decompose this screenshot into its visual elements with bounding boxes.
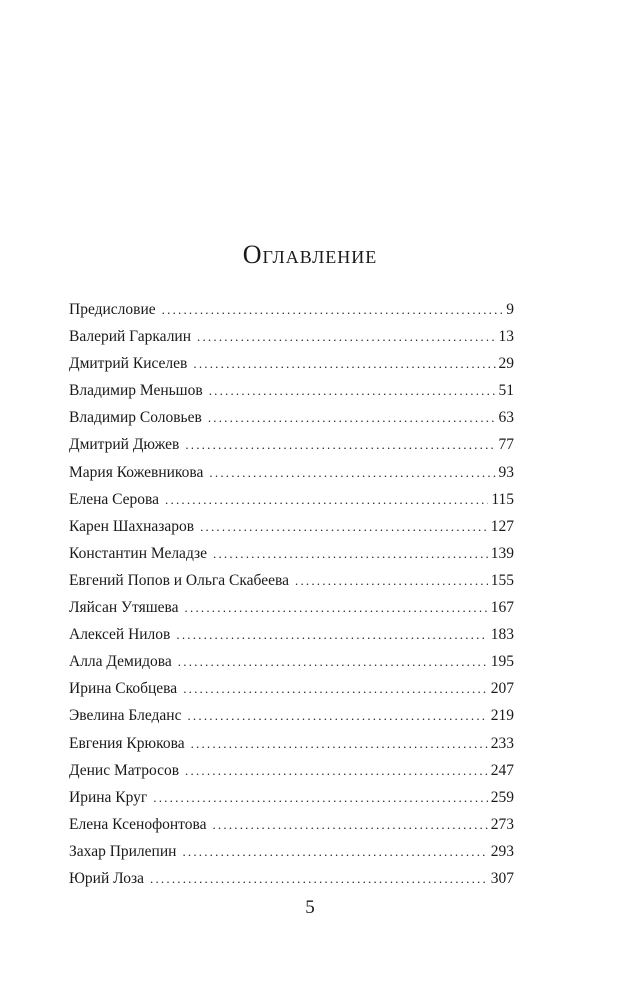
page-number: 5	[305, 897, 315, 918]
toc-entry-page: 247	[490, 761, 514, 779]
toc-entry-page: 307	[490, 869, 514, 887]
toc-entry-page: 29	[498, 355, 514, 373]
toc-entry-page: 63	[498, 409, 514, 427]
toc-entry	[69, 702, 514, 729]
toc-entry-name: Захар Прилепин	[69, 842, 177, 860]
toc-dot-leader	[165, 486, 488, 513]
toc-entry	[69, 431, 514, 458]
toc-entry	[69, 323, 514, 350]
toc-entry	[69, 784, 514, 811]
toc-entry-name: Ирина Круг	[69, 788, 148, 806]
toc-dot-leader	[185, 594, 488, 621]
toc-entry	[69, 865, 514, 892]
toc-entry-page: 127	[490, 517, 514, 535]
toc-dot-leader	[191, 730, 488, 757]
toc-entry-page: 207	[490, 680, 514, 698]
toc-entry	[69, 486, 514, 513]
toc-entry-page: 115	[491, 490, 514, 508]
toc-entry	[69, 730, 514, 757]
toc-entry	[69, 296, 514, 323]
toc-entry-name: Алексей Нилов	[69, 626, 171, 644]
toc-dot-leader	[209, 377, 496, 404]
toc-dot-leader	[176, 621, 487, 648]
toc-dot-leader	[153, 784, 487, 811]
toc-entry	[69, 377, 514, 404]
toc-entry	[69, 621, 514, 648]
toc-dot-leader	[208, 404, 496, 431]
toc-dot-leader	[182, 838, 487, 865]
toc-dot-leader	[178, 648, 488, 675]
toc-entry-name: Константин Меладзе	[69, 544, 208, 562]
toc-entry-name: Дмитрий Дюжев	[69, 436, 180, 454]
toc-entry-name: Дмитрий Киселев	[69, 355, 188, 373]
toc-entry-name: Ирина Скобцева	[69, 680, 178, 698]
toc-entry-page: 51	[498, 382, 514, 400]
toc-entry-name: Евгения Крюкова	[69, 734, 185, 752]
toc-dot-leader	[209, 459, 495, 486]
toc-entry-name: Эвелина Бледанс	[69, 707, 182, 725]
toc-entry	[69, 404, 514, 431]
toc-dot-leader	[150, 865, 488, 892]
toc-entry	[69, 594, 514, 621]
toc-dot-leader	[183, 675, 488, 702]
toc-entry-page: 273	[490, 815, 514, 833]
toc-entry	[69, 648, 514, 675]
toc-entry-page: 9	[506, 301, 514, 318]
toc-entry-page: 219	[490, 707, 514, 725]
toc-dot-leader	[187, 702, 487, 729]
toc-entry-name: Владимир Соловьев	[69, 409, 202, 427]
toc-dot-leader	[212, 811, 487, 838]
toc-dot-leader	[197, 323, 495, 350]
toc-entry-name: Владимир Меньшов	[69, 382, 203, 400]
toc-entry-page: 155	[490, 571, 514, 589]
toc-entry-page: 233	[490, 734, 514, 752]
toc-entry-page: 13	[498, 328, 514, 346]
toc-dot-leader	[295, 567, 488, 594]
toc-entry-page: 195	[490, 653, 514, 671]
toc-entry-page: 183	[490, 626, 514, 644]
toc-dot-leader	[185, 431, 495, 458]
toc-entry-name: Алла Демидова	[69, 653, 172, 671]
toc-entry-page: 259	[490, 788, 514, 806]
toc-entry	[69, 811, 514, 838]
toc-entry	[69, 540, 514, 567]
toc-dot-leader	[213, 540, 488, 567]
toc-dot-leader	[193, 350, 495, 377]
toc-dot-leader	[162, 296, 504, 323]
page-title: Оглавление	[242, 240, 378, 269]
toc-entry-name: Елена Серова	[69, 490, 160, 508]
toc-entry-page: 139	[490, 544, 514, 562]
toc-entry-page: 167	[490, 599, 514, 617]
toc-entry-name: Юрий Лоза	[69, 869, 145, 887]
toc-entry	[69, 459, 514, 486]
toc-entry	[69, 567, 514, 594]
toc-entry-page: 293	[490, 842, 514, 860]
toc-entry	[69, 350, 514, 377]
toc-entry-page: 77	[498, 436, 514, 454]
toc-entry-name: Валерий Гаркалин	[69, 328, 192, 346]
toc-entry-name: Ляйсан Утяшева	[69, 599, 179, 617]
table-of-contents	[69, 296, 514, 892]
toc-entry	[69, 675, 514, 702]
toc-entry-name: Елена Ксенофонтова	[69, 815, 207, 833]
toc-entry-name: Карен Шахназаров	[69, 517, 195, 535]
toc-entry	[69, 838, 514, 865]
toc-entry-name: Мария Кожевникова	[69, 463, 204, 481]
toc-dot-leader	[185, 757, 488, 784]
toc-entry	[69, 757, 514, 784]
toc-dot-leader	[200, 513, 488, 540]
toc-entry-page: 93	[498, 463, 514, 481]
toc-entry-name: Предисловие	[69, 301, 156, 318]
toc-entry-name: Евгений Попов и Ольга Скабеева	[69, 571, 289, 589]
toc-entry-name: Денис Матросов	[69, 761, 180, 779]
toc-entry	[69, 513, 514, 540]
